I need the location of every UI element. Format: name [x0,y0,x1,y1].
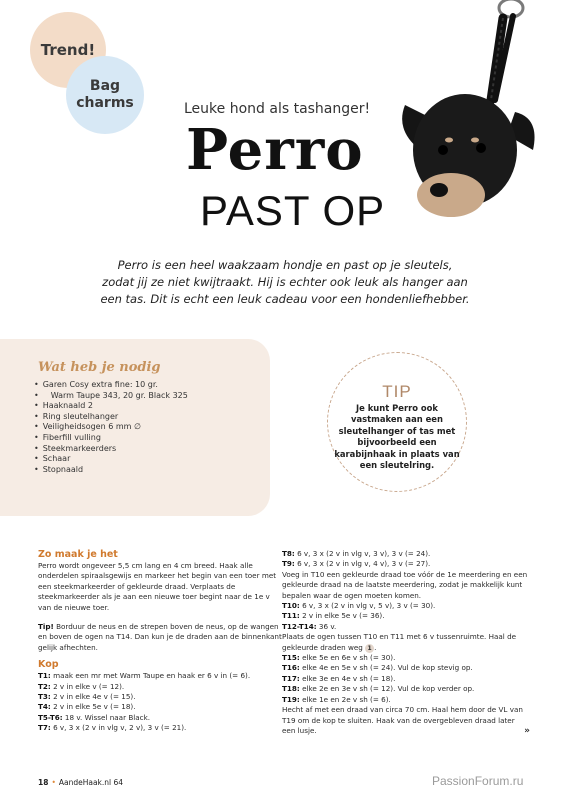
bag-charms-badge [66,56,144,134]
materials-item: • Veiligheidsogen 6 mm ∅ [34,422,188,433]
bag-charms-line1: Bag [89,78,121,94]
note-paragraph: Hecht af met een draad van circa 70 cm. Haal hem door de VL van T19 om de kop te sluiten. Haak van de overgebleven draad later een lusje. » [282,705,530,736]
page-title: Perro [186,117,364,183]
materials-item: • Warm Taupe 343, 20 gr. Black 325 [34,391,188,402]
round-row: T8: 6 v, 3 x (2 v in vlg v, 3 v), 3 v (= 24). [282,549,431,558]
page-footer [38,778,123,787]
materials-item: • Steekmarkeerders [34,444,188,455]
round-row: T15: elke 5e en 6e v sh (= 30). [282,653,396,663]
materials-list [34,380,188,475]
round-row: T10: 6 v, 3 x (2 v in vlg v, 5 v), 3 v (= 30). [282,601,436,611]
round-row: T7: 6 v, 3 x (2 v in vlg v, 2 v), 3 v (= 21). [38,723,187,733]
tip-paragraph: Tip! Borduur de neus en de strepen boven de neus, op de wangen en boven de ogen na T14. Dan kun je de draden aan de binnenkant gelijk afhechten. [38,622,282,652]
round-row: T11: 2 v in elke 5e v (= 36). [282,611,385,621]
instructions-left-column [38,549,282,734]
round-row: T9: 6 v, 3 x (2 v in vlg v, 4 v), 3 v (= 27). [282,559,431,569]
note-paragraph: Voeg in T10 een gekleurde draad toe vóór de 1e meerdering en een gekleurde draad na de laatste meerdering, zodat je makkelijk kunt bepalen waar de ogen moeten komen. [282,569,528,600]
note-paragraph: Plaats de ogen tussen T10 en T11 met 6 v tussenruimte. Haal de gekleurde draden weg 1 . [282,632,517,652]
section-heading-how: Zo maak je het [38,549,118,560]
photo-marker: 1 [365,644,374,653]
round-row: T16: elke 4e en 5e v sh (= 24). Vul de kop stevig op. [282,663,473,673]
materials-item: • Haaknaald 2 [34,401,188,412]
footer-bullet: • [51,778,56,787]
tip-text: Je kunt Perro ook vastmaken aan een sleutelhanger of tas met bijvoorbeeld een karabijnhaak in plaats van een sleutelring. [334,403,460,471]
tip-title: TIP [382,382,412,401]
round-row: T18: elke 2e en 3e v sh (= 12). Vul de kop verder op. [282,684,475,694]
round-row: T1: maak een mr met Warm Taupe en haak er 6 v in (= 6). [38,671,251,681]
materials-item: • Schaar [34,454,188,465]
section-heading-kop: Kop [38,659,59,671]
trend-badge-label: Trend! [40,41,96,59]
round-row: T17: elke 3e en 4e v sh (= 18). [282,673,396,683]
materials-item: • Ring sleutelhanger [34,412,188,423]
how-paragraph: Perro wordt ongeveer 5,5 cm lang en 4 cm breed. Haak alle onderdelen spiraalsgewijs en markeer het begin van een toer met een steekmarkeerder of gekleurde draad. Verplaats de steekmarkeerder als je aan een nieuwe toer begint naar de 1e v van de nieuwe toer. [38,561,277,612]
intro-paragraph: Perro is een heel waakzaam hondje en past op je sleutels, zodat jij ze niet kwijtraakt. Hij is echter ook leuk als hanger aan een tas. Dit is echt een leuk cadeau voor een hondenliefhebber. [100,258,470,306]
round-row: T2: 2 v in elke v (= 12). [38,681,125,691]
materials-item: • Garen Cosy extra fine: 10 gr. [34,380,188,391]
dog-keychain-photo [395,0,545,225]
materials-title: Wat heb je nodig [38,360,161,375]
bag-charms-line2: charms [76,95,134,111]
page-title-secondary: PAST OP [200,187,386,234]
continue-arrow: » [524,725,530,736]
page-subtitle: Leuke hond als tashanger! [184,101,371,117]
watermark: PassionForum.ru [432,774,524,788]
round-row: T4: 2 v in elke 5e v (= 18). [38,702,136,712]
round-row: T3: 2 v in elke 4e v (= 15). [38,692,136,702]
round-row: T19: elke 1e en 2e v sh (= 6). [282,694,391,704]
round-row: T12-T14: 36 v. [282,621,337,631]
instructions-right-column [282,549,530,736]
materials-item: • Fiberfill vulling [34,433,188,444]
page-number: 18 [38,778,49,787]
materials-item: • Stopnaald [34,465,188,476]
round-row: T5-T6: 18 v. Wissel naar Black. [38,712,151,722]
magazine-name: AandeHaak.nl 64 [58,778,124,787]
